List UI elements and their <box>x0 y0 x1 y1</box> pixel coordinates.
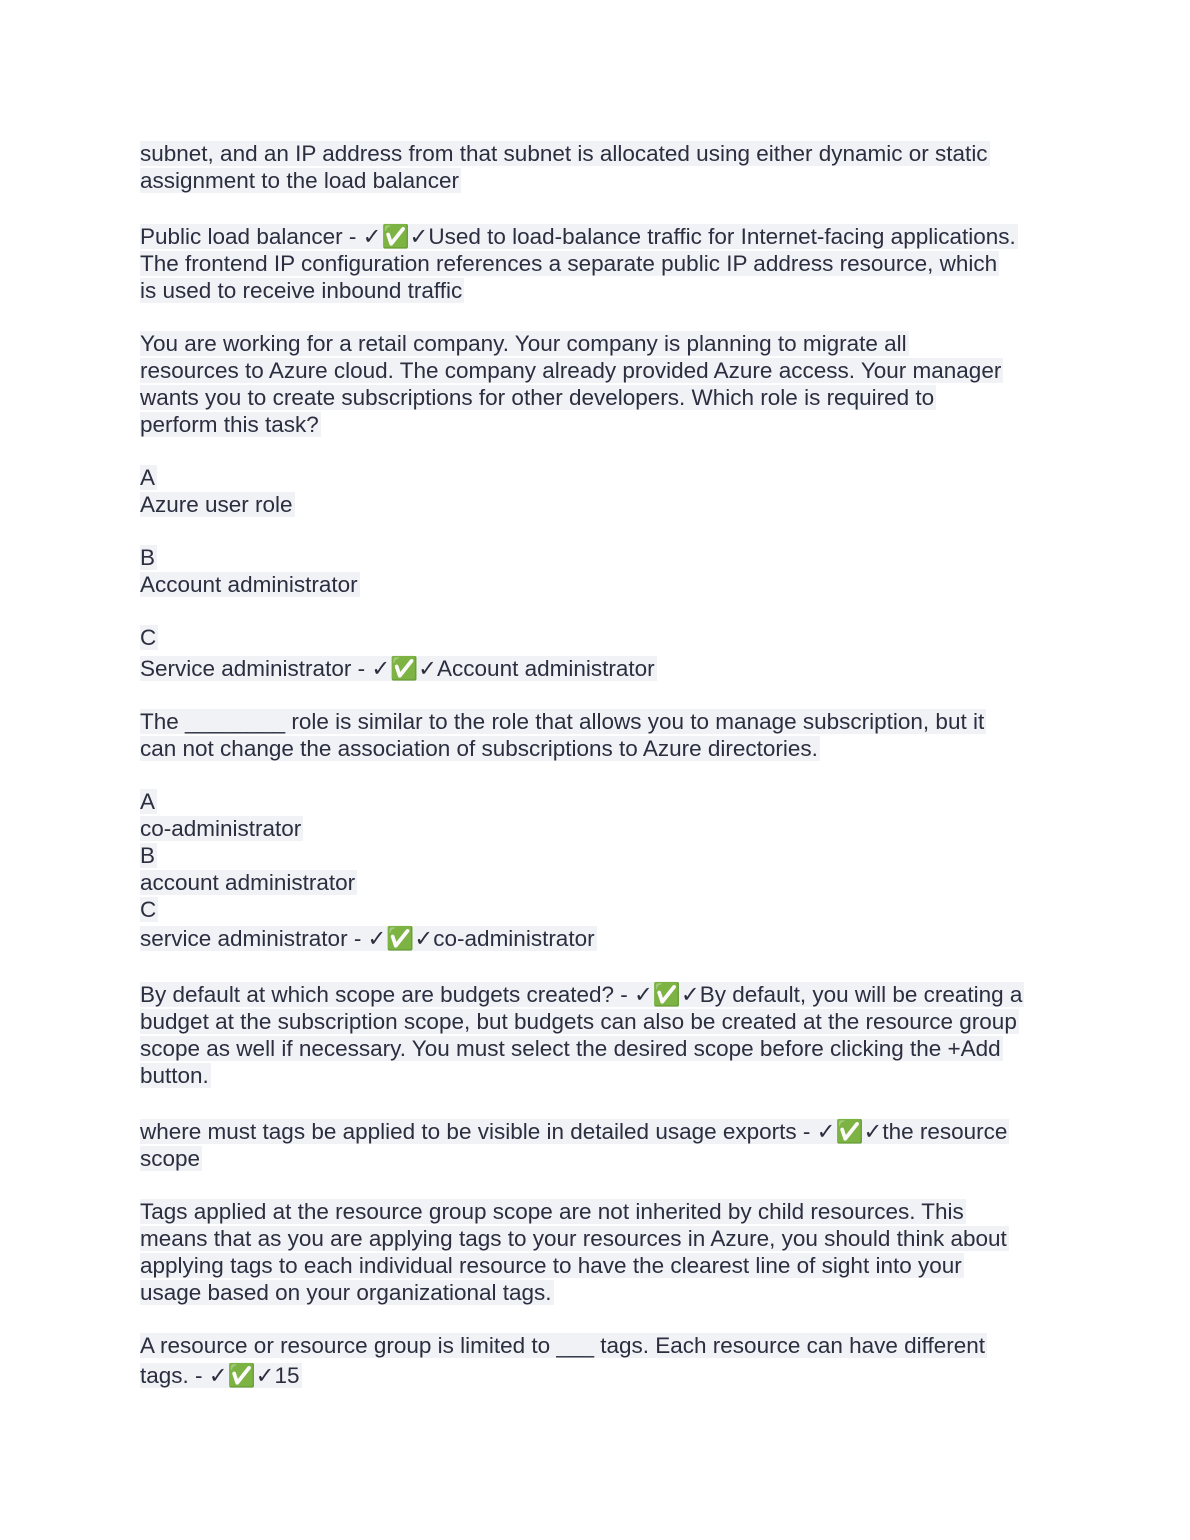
text-line: usage based on your organizational tags. <box>140 1280 552 1305</box>
text-line: button. <box>140 1063 209 1088</box>
text-line: Tags applied at the resource group scope are not inherited by child resources. This <box>140 1199 964 1224</box>
question-budgets-scope <box>140 981 1060 1089</box>
option-letter: A <box>140 789 156 814</box>
text-line: where must tags be applied to be visible in detailed usage exports - ✓✅✓the resource <box>140 1119 1008 1144</box>
question-1-option-b <box>140 544 1060 598</box>
option-text-with-answer: service administrator - ✓✅✓co-administrator <box>140 926 595 951</box>
paragraph-public-load-balancer <box>140 223 1060 304</box>
text-line-with-answer: tags. - ✓✅✓15 <box>140 1363 300 1388</box>
paragraph-tags-inheritance <box>140 1198 1060 1306</box>
text-line: scope <box>140 1146 201 1171</box>
text-line: can not change the association of subscriptions to Azure directories. <box>140 736 818 761</box>
question-1-option-a <box>140 464 1060 518</box>
question-tag-limit <box>140 1332 1060 1389</box>
text-line: By default at which scope are budgets created? - ✓✅✓By default, you will be creating a <box>140 982 1023 1007</box>
option-letter: C <box>140 897 157 922</box>
option-letter: C <box>140 625 157 650</box>
text-line: A resource or resource group is limited to ___ tags. Each resource can have different <box>140 1333 986 1358</box>
text-line: means that as you are applying tags to your resources in Azure, you should think about <box>140 1226 1007 1251</box>
question-retail-company <box>140 330 1060 438</box>
option-letter: A <box>140 465 156 490</box>
paragraph-intro <box>140 140 1060 194</box>
option-text-with-answer: Service administrator - ✓✅✓Account administrator <box>140 656 655 681</box>
text-line: scope as well if necessary. You must select the desired scope before clicking the +Add <box>140 1036 1001 1061</box>
question-tags-visibility <box>140 1118 1060 1172</box>
option-text: Azure user role <box>140 492 293 517</box>
text-line: Public load balancer - ✓✅✓Used to load-balance traffic for Internet-facing applications. <box>140 224 1016 249</box>
text-line: The ________ role is similar to the role that allows you to manage subscription, but it <box>140 709 985 734</box>
question-role-blank <box>140 708 1060 762</box>
text-line: applying tags to each individual resource to have the clearest line of sight into your <box>140 1253 962 1278</box>
text-line: assignment to the load balancer <box>140 168 459 193</box>
text-line: The frontend IP configuration references a separate public IP address resource, which <box>140 251 998 276</box>
question-2-options <box>140 788 1060 952</box>
option-text: Account administrator <box>140 572 358 597</box>
question-1-option-c <box>140 624 1060 682</box>
text-line: wants you to create subscriptions for other developers. Which role is required to <box>140 385 935 410</box>
option-letter: B <box>140 545 156 570</box>
text-line: You are working for a retail company. Your company is planning to migrate all <box>140 331 907 356</box>
option-letter: B <box>140 843 156 868</box>
text-line: subnet, and an IP address from that subnet is allocated using either dynamic or static <box>140 141 988 166</box>
option-text: account administrator <box>140 870 356 895</box>
text-line: resources to Azure cloud. The company already provided Azure access. Your manager <box>140 358 1002 383</box>
text-line: budget at the subscription scope, but budgets can also be created at the resource group <box>140 1009 1017 1034</box>
text-line: is used to receive inbound traffic <box>140 278 463 303</box>
option-text: co-administrator <box>140 816 302 841</box>
text-line: perform this task? <box>140 412 319 437</box>
document-page <box>140 140 1060 1389</box>
